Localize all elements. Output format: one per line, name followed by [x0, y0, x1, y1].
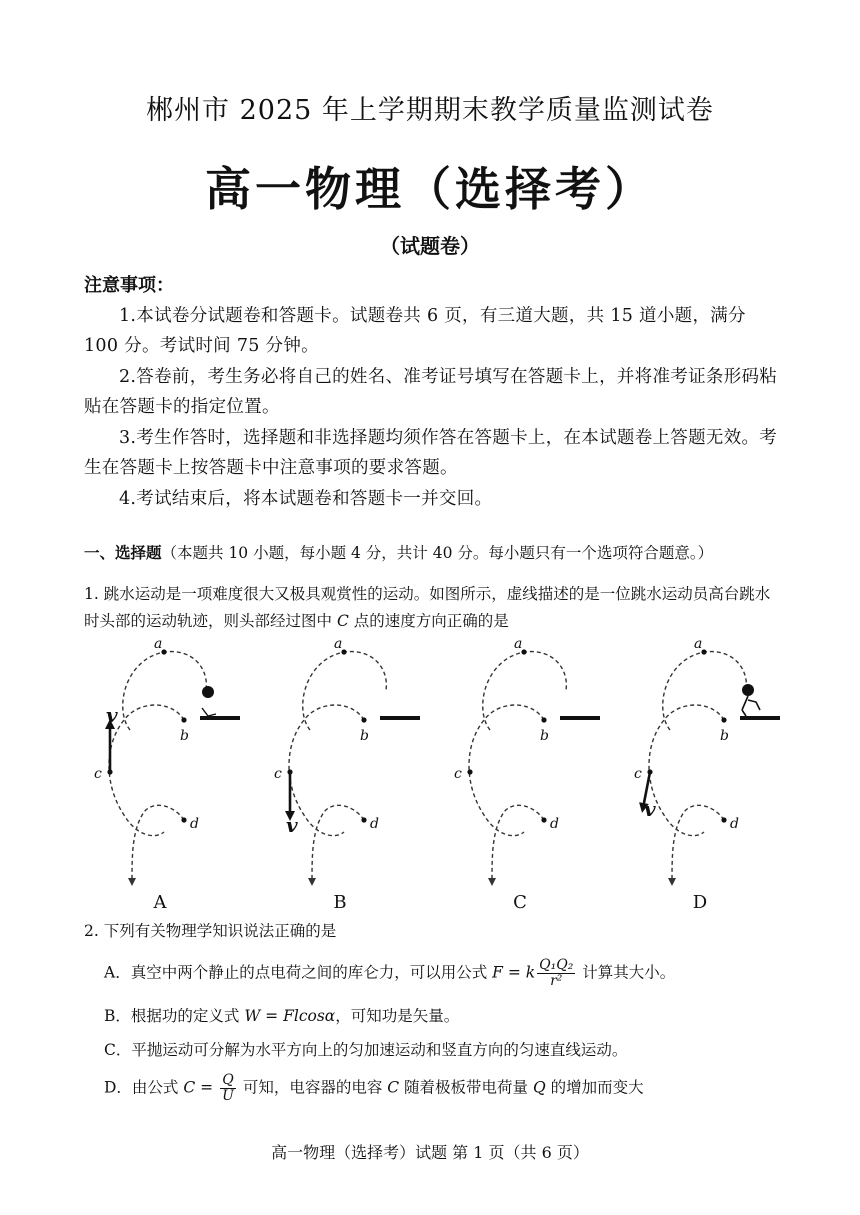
point-label-c: c — [454, 766, 462, 782]
option-b-text-end: ，可知功是矢量。 — [335, 1007, 460, 1025]
point-label-d: d — [550, 816, 559, 832]
figure-option-a-label: A — [153, 892, 167, 913]
question-2-option-b — [104, 1003, 764, 1029]
exam-title: 郴州市 2025 年上学期期末教学质量监测试卷 — [146, 95, 714, 126]
notice-item-2: 2.答卷前，考生务必将自己的姓名、准考证号填写在答题卡上，并将准考证条形码粘贴在答题卡的指定位置。 — [84, 367, 778, 417]
coulomb-fraction — [537, 958, 575, 989]
point-label-d: d — [730, 816, 739, 832]
section-title: 一、选择题 — [84, 544, 162, 562]
option-b-formula: W = Flcosα — [244, 1007, 336, 1025]
main-title: 高一物理（选择考） — [205, 162, 655, 216]
point-label-b: b — [540, 728, 549, 744]
notice-item-3: 3.考生作答时，选择题和非选择题均须作答在答题卡上，在本试题卷上答题无效。考生在答题卡上按答题卡中注意事项的要求答题。 — [84, 428, 778, 478]
capacitance-fraction — [220, 1073, 236, 1104]
question-2-stem: 2. 下列有关物理学知识说法正确的是 — [84, 922, 337, 940]
section-note: （本题共 10 小题，每小题 4 分，共计 40 分。每小题只有一个选项符合题意。） — [161, 544, 714, 562]
point-label-c: c — [634, 766, 642, 782]
point-label-b: b — [720, 728, 729, 744]
fraction-numerator: Q — [220, 1073, 236, 1089]
option-d-text-mid: 可知，电容器的电容 — [237, 1078, 388, 1097]
question-1 — [84, 581, 784, 635]
option-a-text-end: 计算其大小。 — [577, 963, 676, 982]
option-d-c: C — [387, 1078, 400, 1097]
point-label-c: c — [274, 766, 282, 782]
point-label-a: a — [514, 640, 523, 652]
option-d-text-end: 的增加而变大 — [545, 1078, 644, 1097]
question-1-point: C — [336, 612, 349, 630]
diving-trajectory-figure — [84, 640, 784, 920]
figure-option-c-label: C — [513, 892, 527, 913]
figure-panel-d — [643, 649, 780, 882]
point-label-c: c — [94, 766, 102, 782]
velocity-label: v — [286, 813, 298, 837]
page-footer: 高一物理（选择考）试题 第 1 页（共 6 页） — [271, 1143, 589, 1162]
velocity-label: v — [644, 797, 656, 821]
sub-title: （试题卷） — [380, 234, 480, 258]
option-a-lhs: F — [492, 963, 503, 982]
fraction-numerator: Q₁Q₂ — [539, 957, 574, 973]
figure-panel-a — [107, 649, 240, 882]
option-d-equals: = — [195, 1078, 219, 1097]
option-a-k: k — [525, 963, 536, 982]
option-d-lhs: C — [183, 1078, 196, 1097]
question-2-option-c: C．平抛运动可分解为水平方向上的匀加速运动和竖直方向的匀速直线运动。 — [104, 1041, 628, 1059]
point-label-a: a — [334, 640, 343, 652]
option-b-text: B．根据功的定义式 — [104, 1007, 245, 1025]
point-label-b: b — [360, 728, 369, 744]
notice-heading: 注意事项： — [84, 275, 174, 296]
option-d-text-mid2: 随着极板带电荷量 — [399, 1078, 533, 1097]
notice-item-1: 1.本试卷分试题卷和答题卡。试题卷共 6 页，有三道大题，共 15 道小题，满分 100 分。考试时间 75 分钟。 — [84, 306, 746, 356]
point-label-a: a — [694, 640, 703, 652]
option-d-q: Q — [532, 1078, 546, 1097]
figure-option-d-label: D — [692, 892, 708, 913]
point-label-d: d — [370, 816, 379, 832]
question-1-text-end: 点的速度方向正确的是 — [348, 612, 509, 630]
point-label-b: b — [180, 728, 189, 744]
question-2-option-a — [104, 958, 764, 989]
fraction-denominator: U — [222, 1088, 234, 1104]
velocity-label: v — [106, 703, 118, 727]
notice-item-4: 4.考试结束后，将本试题卷和答题卡一并交回。 — [119, 489, 493, 509]
section-heading — [84, 540, 784, 566]
option-a-equals: = — [502, 963, 526, 982]
figure-option-b-label: B — [333, 892, 347, 913]
question-2-option-d — [104, 1073, 764, 1104]
point-label-d: d — [190, 816, 199, 832]
figure-panel-c — [467, 649, 600, 882]
option-d-text: D．由公式 — [104, 1078, 184, 1097]
fraction-denominator: r² — [550, 973, 563, 989]
figure-panel-b — [287, 649, 420, 882]
option-a-text: A．真空中两个静止的点电荷之间的库仑力，可以用公式 — [104, 963, 493, 982]
question-1-text: 1. 跳水运动是一项难度很大又极具观赏性的运动。如图所示，虚线描述的是一位跳水运动员高台跳水时头部的运动轨迹，则头部经过图中 — [84, 585, 771, 630]
point-label-a: a — [154, 640, 163, 652]
